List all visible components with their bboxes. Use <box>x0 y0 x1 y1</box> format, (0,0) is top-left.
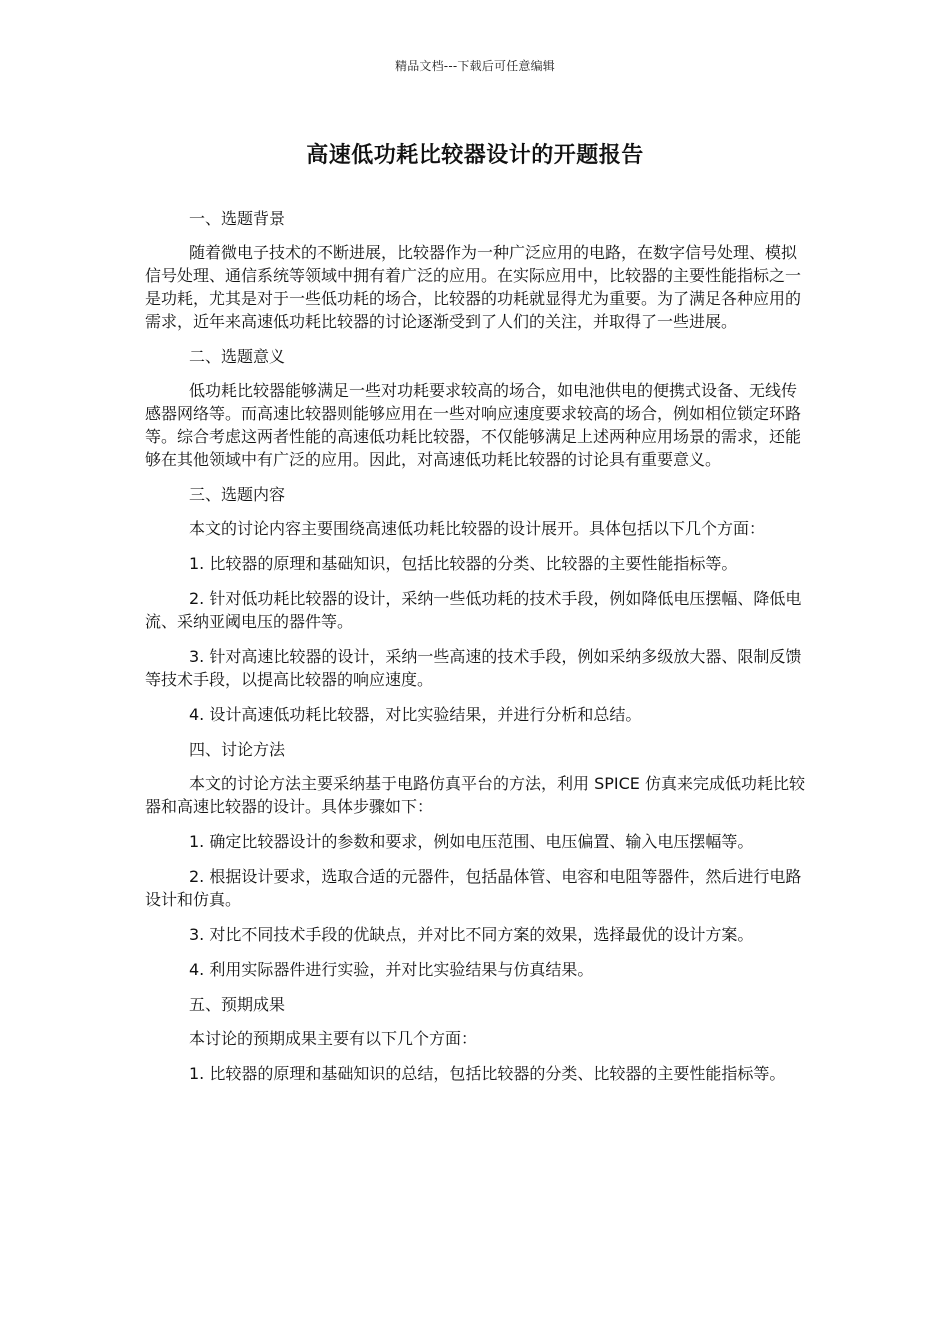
document-title: 高速低功耗比较器设计的开题报告 <box>306 143 644 168</box>
paragraph-significance: 低功耗比较器能够满足一些对功耗要求较高的场合，如电池供电的便携式设备、无线传感器网络等。而高速比较器则能够应用在一些对响应速度要求较高的场合，例如相位锁定环路等。综合考虑这两者性能的高速低功耗比较器，不仅能够满足上述两种应用场景的需求，还能够在其他领域中有广泛的应用。因此，对高速低功耗比较器的讨论具有重要意义。 <box>145 381 802 469</box>
section-heading-method: 四、讨论方法 <box>189 740 286 759</box>
method-step-3: 3. 对比不同技术手段的优缺点，并对比不同方案的效果，选择最优的设计方案。 <box>189 925 754 944</box>
method-step-1: 1. 确定比较器设计的参数和要求，例如电压范围、电压偏置、输入电压摆幅等。 <box>189 832 754 851</box>
paragraph-method-intro: 本文的讨论方法主要采纳基于电路仿真平台的方法，利用 SPICE 仿真来完成低功耗比较器和高速比较器的设计。具体步骤如下： <box>145 774 805 816</box>
content-item-3: 3. 针对高速比较器的设计，采纳一些高速的技术手段，例如采纳多级放大器、限制反馈等技术手段，以提高比较器的响应速度。 <box>145 647 802 689</box>
header-note: 精品文档---下载后可任意编辑 <box>395 59 555 73</box>
section-heading-significance: 二、选题意义 <box>189 347 286 366</box>
section-heading-background: 一、选题背景 <box>189 209 286 228</box>
section-heading-outcomes: 五、预期成果 <box>189 995 286 1014</box>
outcome-item-1: 1. 比较器的原理和基础知识的总结，包括比较器的分类、比较器的主要性能指标等。 <box>189 1064 786 1083</box>
paragraph-background: 随着微电子技术的不断进展，比较器作为一种广泛应用的电路，在数字信号处理、模拟信号处理、通信系统等领域中拥有着广泛的应用。在实际应用中，比较器的主要性能指标之一是功耗，尤其是对于一些低功耗的场合，比较器的功耗就显得尤为重要。为了满足各种应用的需求，近年来高速低功耗比较器的讨论逐渐受到了人们的关注，并取得了一些进展。 <box>145 243 802 331</box>
method-step-4: 4. 利用实际器件进行实验，并对比实验结果与仿真结果。 <box>189 960 594 979</box>
content-item-1: 1. 比较器的原理和基础知识，包括比较器的分类、比较器的主要性能指标等。 <box>189 554 738 573</box>
content-item-4: 4. 设计高速低功耗比较器，对比实验结果，并进行分析和总结。 <box>189 705 642 724</box>
method-step-2: 2. 根据设计要求，选取合适的元器件，包括晶体管、电容和电阻等器件，然后进行电路设计和仿真。 <box>145 867 802 909</box>
content-item-2: 2. 针对低功耗比较器的设计，采纳一些低功耗的技术手段，例如降低电压摆幅、降低电流、采纳亚阈电压的器件等。 <box>145 589 802 631</box>
section-heading-content: 三、选题内容 <box>189 485 286 504</box>
document-body <box>145 207 812 1097</box>
paragraph-content-intro: 本文的讨论内容主要围绕高速低功耗比较器的设计展开。具体包括以下几个方面： <box>189 519 766 538</box>
paragraph-outcomes-intro: 本讨论的预期成果主要有以下几个方面： <box>189 1029 478 1048</box>
